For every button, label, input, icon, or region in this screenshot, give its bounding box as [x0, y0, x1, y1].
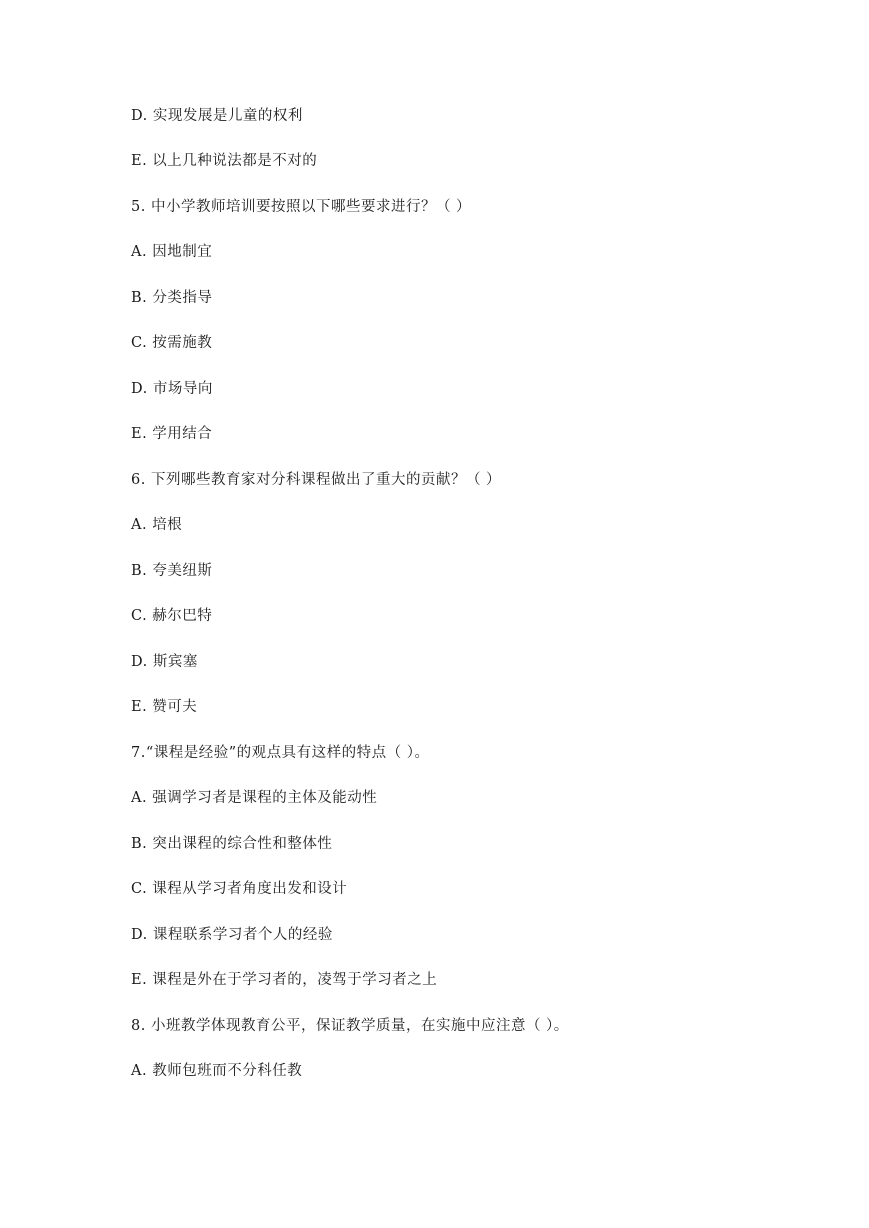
option-line: A. 教师包班而不分科任教: [131, 1063, 303, 1079]
question-line: 7.“课程是经验”的观点具有这样的特点（ ）。: [131, 745, 430, 761]
option-line: D. 课程联系学习者个人的经验: [131, 927, 333, 943]
option-line: C. 课程从学习者角度出发和设计: [131, 881, 348, 897]
option-line: E. 以上几种说法都是不对的: [131, 153, 318, 169]
option-line: A. 因地制宜: [131, 244, 213, 260]
option-line: E. 课程是外在于学习者的，凌驾于学习者之上: [131, 972, 438, 988]
option-line: C. 按需施教: [131, 335, 213, 351]
option-line: B. 夸美纽斯: [131, 563, 213, 579]
option-line: B. 突出课程的综合性和整体性: [131, 836, 333, 852]
question-line: 5. 中小学教师培训要按照以下哪些要求进行？（ ）: [131, 199, 472, 215]
option-line: A. 强调学习者是课程的主体及能动性: [131, 790, 378, 806]
option-line: D. 斯宾塞: [131, 654, 198, 670]
question-line: 6. 下列哪些教育家对分科课程做出了重大的贡献？（ ）: [131, 472, 502, 488]
option-line: C. 赫尔巴特: [131, 608, 213, 624]
option-line: D. 实现发展是儿童的权利: [131, 108, 303, 124]
option-line: E. 赞可夫: [131, 699, 198, 715]
option-line: B. 分类指导: [131, 290, 213, 306]
option-line: E. 学用结合: [131, 426, 213, 442]
option-line: D. 市场导向: [131, 381, 213, 397]
option-line: A. 培根: [131, 517, 183, 533]
question-line: 8. 小班教学体现教育公平，保证教学质量，在实施中应注意（ ）。: [131, 1018, 569, 1034]
